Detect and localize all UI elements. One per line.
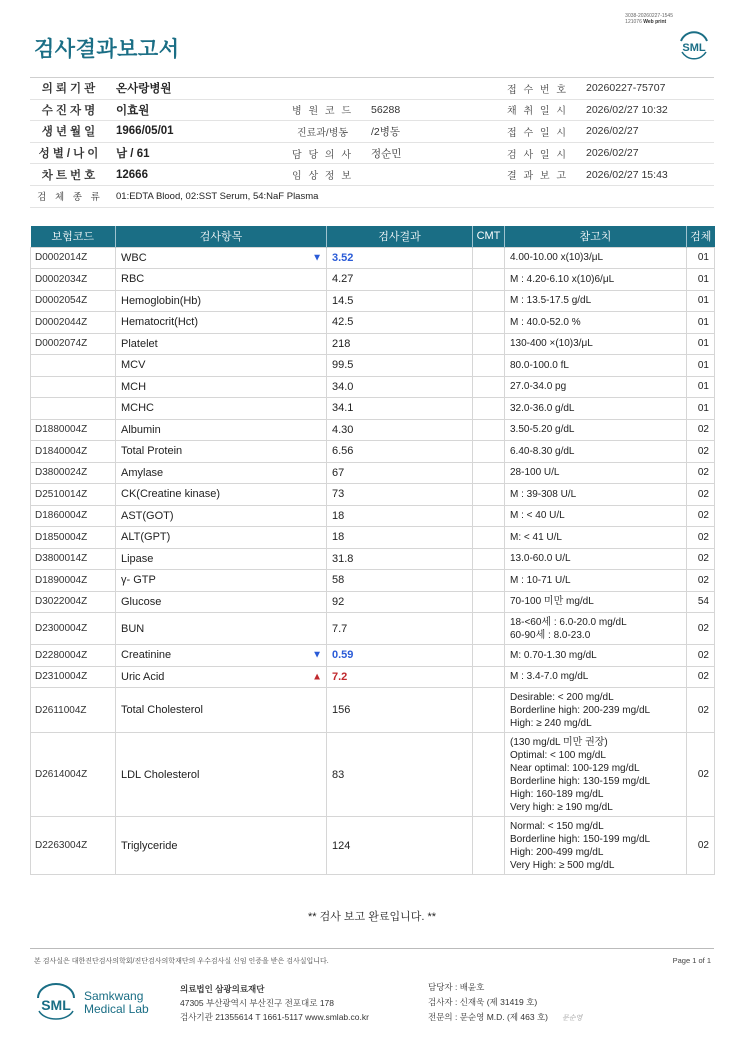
report-date-value: 2026/02/27 15:43 xyxy=(580,164,714,186)
web-print-label: Web print xyxy=(643,19,667,25)
test-name-cell xyxy=(116,355,327,377)
result-value-cell: 14.5 xyxy=(327,290,473,312)
chart-no-value: 12666 xyxy=(110,164,280,186)
reference-range-cell xyxy=(505,484,687,506)
specimen-label: 검 체 종 류 xyxy=(30,185,110,207)
results-header-row xyxy=(31,226,715,247)
reference-line: M: 0.70-1.30 mg/dL xyxy=(510,649,597,661)
insurance-code-cell: D2510014Z xyxy=(31,484,116,506)
insurance-code-cell: D2611004Z xyxy=(31,688,116,733)
specimen-cell: 02 xyxy=(687,733,715,817)
result-value-cell: 4.27 xyxy=(327,269,473,291)
chart-no-label: 차트번호 xyxy=(30,164,110,186)
reference-line: High: ≥ 240 mg/dL xyxy=(510,717,592,729)
cmt-cell xyxy=(473,484,505,506)
test-name: Platelet xyxy=(121,337,158,350)
result-value-cell: 34.0 xyxy=(327,376,473,398)
reference-line: M: < 41 U/L xyxy=(510,531,562,543)
table-row xyxy=(31,441,715,463)
table-row xyxy=(31,527,715,549)
info-row xyxy=(30,185,714,207)
table-row xyxy=(31,290,715,312)
reference-line: High: 200-499 mg/dL xyxy=(510,846,604,858)
reference-range-cell xyxy=(505,505,687,527)
insurance-code-cell: D0002054Z xyxy=(31,290,116,312)
specimen-cell: 02 xyxy=(687,527,715,549)
doctor-label: 담 당 의 사 xyxy=(280,142,365,164)
dob-label: 생년월일 xyxy=(30,121,110,143)
staff-tester: 검사자 : 신재욱 (제 31419 호) xyxy=(428,997,538,1007)
clinical-info-label: 임 상 정 보 xyxy=(280,164,365,186)
staff-manager: 담당자 : 배윤호 xyxy=(428,982,485,992)
cmt-cell xyxy=(473,527,505,549)
test-name: MCV xyxy=(121,359,146,372)
reference-line: 80.0-100.0 fL xyxy=(510,359,569,371)
reference-range-cell xyxy=(505,817,687,875)
reference-range-cell xyxy=(505,355,687,377)
table-row xyxy=(31,269,715,291)
test-name-cell xyxy=(116,505,327,527)
reference-line: 28-100 U/L xyxy=(510,467,560,479)
reference-range-cell xyxy=(505,462,687,484)
specimen-cell: 02 xyxy=(687,645,715,667)
test-name: Creatinine xyxy=(121,649,172,662)
reference-range-cell xyxy=(505,613,687,645)
reference-line: 70-100 미만 mg/dL xyxy=(510,596,594,608)
results-table xyxy=(30,226,715,875)
institution-value: 온사랑병원 xyxy=(110,78,495,100)
test-name-cell xyxy=(116,570,327,592)
result-value-cell: 7.2 xyxy=(327,666,473,688)
clinical-info-value xyxy=(365,164,495,186)
table-row xyxy=(31,419,715,441)
cmt-cell xyxy=(473,290,505,312)
test-name: AST(GOT) xyxy=(121,509,174,522)
result-value-cell: 34.1 xyxy=(327,398,473,420)
test-name: MCH xyxy=(121,380,147,393)
low-flag-icon: ▼ xyxy=(312,252,322,264)
dept-value: /2병동 xyxy=(365,121,495,143)
insurance-code-cell xyxy=(31,376,116,398)
reference-range-cell xyxy=(505,441,687,463)
lab-name-line2: Medical Lab xyxy=(84,1002,149,1016)
page-number: Page 1 of 1 xyxy=(672,956,711,965)
receipt-date-value: 2026/02/27 xyxy=(580,121,714,143)
table-row xyxy=(31,733,715,817)
reference-line: M : 10-71 U/L xyxy=(510,574,571,586)
reference-range-cell xyxy=(505,312,687,334)
specimen-cell: 02 xyxy=(687,688,715,733)
specimen-cell: 01 xyxy=(687,376,715,398)
col-header-result: 검사결과 xyxy=(327,226,473,247)
reference-range-cell xyxy=(505,398,687,420)
specimen-cell: 02 xyxy=(687,441,715,463)
table-row xyxy=(31,398,715,420)
test-name-cell xyxy=(116,269,327,291)
reference-range-cell xyxy=(505,290,687,312)
table-row xyxy=(31,247,715,269)
test-name-cell xyxy=(116,333,327,355)
report-date-label: 결 과 보 고 xyxy=(495,164,580,186)
test-name: Total Cholesterol xyxy=(121,704,203,716)
result-value-cell: 31.8 xyxy=(327,548,473,570)
specimen-cell: 01 xyxy=(687,290,715,312)
specimen-cell: 01 xyxy=(687,355,715,377)
specimen-cell: 02 xyxy=(687,419,715,441)
page-title: 검사결과보고서 xyxy=(34,37,180,61)
reference-range-cell xyxy=(505,645,687,667)
test-name: CK(Creatine kinase) xyxy=(121,488,221,501)
reference-line: Normal: < 150 mg/dL xyxy=(510,820,604,832)
col-header-test: 검사항목 xyxy=(116,226,327,247)
cmt-cell xyxy=(473,376,505,398)
reference-range-cell xyxy=(505,333,687,355)
test-name: Lipase xyxy=(121,552,154,565)
low-flag-icon: ▼ xyxy=(312,649,322,661)
insurance-code-cell: D3800014Z xyxy=(31,548,116,570)
report-code-line2: 121076 xyxy=(625,19,642,25)
cmt-cell xyxy=(473,355,505,377)
test-name-cell xyxy=(116,441,327,463)
col-header-cmt: CMT xyxy=(473,226,505,247)
test-name-cell xyxy=(116,312,327,334)
result-value-cell: 58 xyxy=(327,570,473,592)
reference-line: 27.0-34.0 pg xyxy=(510,381,567,393)
result-value-cell: 124 xyxy=(327,817,473,875)
specimen-cell: 01 xyxy=(687,247,715,269)
cmt-cell xyxy=(473,462,505,484)
reference-line: Desirable: < 200 mg/dL xyxy=(510,691,614,703)
receipt-no-label: 접 수 번 호 xyxy=(495,78,580,100)
cmt-cell xyxy=(473,591,505,613)
sml-logo-text: SML xyxy=(41,997,71,1013)
test-name: ALT(GPT) xyxy=(121,531,171,544)
info-row xyxy=(30,142,714,164)
cmt-cell xyxy=(473,570,505,592)
cmt-cell xyxy=(473,733,505,817)
cmt-cell xyxy=(473,817,505,875)
reference-line: Optimal: < 100 mg/dL xyxy=(510,749,606,761)
reference-line: High: 160-189 mg/dL xyxy=(510,788,604,800)
result-value-cell: 73 xyxy=(327,484,473,506)
test-name: WBC xyxy=(121,251,147,264)
test-name: MCHC xyxy=(121,402,154,415)
reference-line: 60-90세 : 8.0-23.0 xyxy=(510,629,591,641)
insurance-code-cell: D2614004Z xyxy=(31,733,116,817)
cmt-cell xyxy=(473,441,505,463)
reference-range-cell xyxy=(505,419,687,441)
reference-line: Borderline high: 200-239 mg/dL xyxy=(510,704,651,716)
reference-range-cell xyxy=(505,548,687,570)
cmt-cell xyxy=(473,312,505,334)
reference-line: 18-<60세 : 6.0-20.0 mg/dL xyxy=(510,616,627,628)
info-row xyxy=(30,99,714,121)
reference-range-cell xyxy=(505,570,687,592)
report-code-line1: 3038-20260227-1545 xyxy=(625,13,673,19)
test-name: Triglyceride xyxy=(121,839,178,852)
insurance-code-cell: D2280004Z xyxy=(31,645,116,667)
reference-range-cell xyxy=(505,591,687,613)
sml-logo-icon xyxy=(34,983,78,1021)
result-value-cell: 83 xyxy=(327,733,473,817)
report-complete-text: ** 검사 보고 완료입니다. ** xyxy=(307,911,437,923)
test-name-cell xyxy=(116,484,327,506)
reference-line: 130-400 ×(10)3/μL xyxy=(510,338,593,350)
lab-name-line1: Samkwang xyxy=(84,989,144,1003)
dob-value: 1966/05/01 xyxy=(110,121,280,143)
result-value-cell: 99.5 xyxy=(327,355,473,377)
high-flag-icon: ▲ xyxy=(312,671,322,683)
table-row xyxy=(31,817,715,875)
table-row xyxy=(31,613,715,645)
test-name-cell xyxy=(116,591,327,613)
sex-age-value: 남 / 61 xyxy=(110,142,280,164)
insurance-code-cell xyxy=(31,355,116,377)
specimen-cell: 02 xyxy=(687,505,715,527)
table-row xyxy=(31,505,715,527)
collect-date-value: 2026/02/27 10:32 xyxy=(580,99,714,121)
reference-line: M : 39-308 U/L xyxy=(510,488,577,500)
reference-range-cell xyxy=(505,247,687,269)
result-value-cell: 6.56 xyxy=(327,441,473,463)
patient-info-table xyxy=(30,77,714,208)
table-row xyxy=(31,666,715,688)
receipt-no-value: 20260227-75707 xyxy=(580,78,714,100)
specimen-cell: 02 xyxy=(687,817,715,875)
footer-divider xyxy=(30,948,714,949)
institution-label: 의뢰기관 xyxy=(30,78,110,100)
insurance-code-cell: D2310004Z xyxy=(31,666,116,688)
org-contact: 검사기관 21355614 T 1661-5117 www.smlab.co.kr xyxy=(180,1012,369,1022)
test-date-value: 2026/02/27 xyxy=(580,142,714,164)
insurance-code-cell: D3800024Z xyxy=(31,462,116,484)
test-name: Hematocrit(Hct) xyxy=(121,316,199,329)
specimen-cell: 01 xyxy=(687,269,715,291)
test-name: Hemoglobin(Hb) xyxy=(121,294,202,307)
collect-date-label: 채 취 일 시 xyxy=(495,99,580,121)
reference-line: M : 3.4-7.0 mg/dL xyxy=(510,671,589,683)
org-address: 47305 부산광역시 부산진구 전포대로 178 xyxy=(180,998,335,1008)
cmt-cell xyxy=(473,505,505,527)
cmt-cell xyxy=(473,247,505,269)
reference-line: M : < 40 U/L xyxy=(510,510,565,522)
specimen-cell: 01 xyxy=(687,312,715,334)
insurance-code-cell: D2300004Z xyxy=(31,613,116,645)
specimen-cell: 02 xyxy=(687,666,715,688)
reference-range-cell xyxy=(505,269,687,291)
table-row xyxy=(31,462,715,484)
info-row xyxy=(30,164,714,186)
result-value-cell: 156 xyxy=(327,688,473,733)
reference-line: 6.40-8.30 g/dL xyxy=(510,445,575,457)
specimen-cell: 02 xyxy=(687,484,715,506)
test-name-cell xyxy=(116,398,327,420)
test-name-cell xyxy=(116,376,327,398)
info-row xyxy=(30,78,714,100)
hospital-code-value: 56288 xyxy=(365,99,495,121)
table-row xyxy=(31,688,715,733)
table-row xyxy=(31,591,715,613)
reference-line: 4.00-10.00 x(10)3/μL xyxy=(510,252,604,264)
insurance-code-cell: D0002044Z xyxy=(31,312,116,334)
cmt-cell xyxy=(473,398,505,420)
insurance-code-cell xyxy=(31,398,116,420)
cmt-cell xyxy=(473,419,505,441)
test-name: BUN xyxy=(121,622,145,635)
specimen-cell: 02 xyxy=(687,548,715,570)
cmt-cell xyxy=(473,645,505,667)
specimen-cell: 54 xyxy=(687,591,715,613)
doctor-value: 정순민 xyxy=(365,142,495,164)
reference-line: (130 mg/dL 미만 권장) xyxy=(510,736,608,748)
result-value-cell: 7.7 xyxy=(327,613,473,645)
reference-line: Very High: ≥ 500 mg/dL xyxy=(510,859,615,871)
dept-label: 진료과/병동 xyxy=(280,121,365,143)
result-value-cell: 92 xyxy=(327,591,473,613)
test-name: Albumin xyxy=(121,423,161,436)
specimen-cell: 02 xyxy=(687,570,715,592)
reference-line: M : 13.5-17.5 g/dL xyxy=(510,295,592,307)
specimen-cell: 01 xyxy=(687,333,715,355)
test-name-cell xyxy=(116,733,327,817)
test-name-cell xyxy=(116,613,327,645)
specimen-value: 01:EDTA Blood, 02:SST Serum, 54:NaF Plasma xyxy=(110,185,714,207)
result-value-cell: 18 xyxy=(327,505,473,527)
reference-line: Borderline high: 150-199 mg/dL xyxy=(510,833,651,845)
result-value-cell: 3.52 xyxy=(327,247,473,269)
table-row xyxy=(31,645,715,667)
col-header-code: 보험코드 xyxy=(31,226,116,247)
sml-logo-icon xyxy=(676,27,712,63)
test-name-cell xyxy=(116,419,327,441)
patient-name-value: 이효원 xyxy=(110,99,280,121)
lab-name xyxy=(84,990,149,1016)
insurance-code-cell: D1880004Z xyxy=(31,419,116,441)
certification-text: 본 검사실은 대한진단검사의학회/진단검사의학재단의 우수검사실 신임 인증을 받은 검사실입니다. xyxy=(34,958,329,965)
insurance-code-cell: D0002014Z xyxy=(31,247,116,269)
reference-range-cell xyxy=(505,527,687,549)
reference-line: Near optimal: 100-129 mg/dL xyxy=(510,762,640,774)
insurance-code-cell: D0002074Z xyxy=(31,333,116,355)
signature: 문순영 xyxy=(562,1015,583,1022)
org-info xyxy=(180,982,369,1024)
specimen-cell: 01 xyxy=(687,398,715,420)
org-name: 의료법인 삼광의료재단 xyxy=(180,984,265,994)
reference-line: 32.0-36.0 g/dL xyxy=(510,402,575,414)
insurance-code-cell: D1890004Z xyxy=(31,570,116,592)
cmt-cell xyxy=(473,688,505,733)
insurance-code-cell: D1840004Z xyxy=(31,441,116,463)
info-row xyxy=(30,121,714,143)
specimen-cell: 02 xyxy=(687,613,715,645)
test-name-cell xyxy=(116,247,327,269)
test-name-cell xyxy=(116,548,327,570)
receipt-date-label: 접 수 일 시 xyxy=(495,121,580,143)
col-header-specimen: 검체 xyxy=(687,226,715,247)
test-name-cell xyxy=(116,290,327,312)
staff-specialist: 전문의 : 문순영 M.D. (제 463 호) xyxy=(428,1012,549,1022)
test-name-cell xyxy=(116,645,327,667)
test-name-cell xyxy=(116,527,327,549)
reference-line: 3.50-5.20 g/dL xyxy=(510,424,575,436)
test-name-cell xyxy=(116,666,327,688)
test-name-cell xyxy=(116,688,327,733)
reference-range-cell xyxy=(505,733,687,817)
test-name-cell xyxy=(116,817,327,875)
result-value-cell: 0.59 xyxy=(327,645,473,667)
test-name-cell xyxy=(116,462,327,484)
reference-range-cell xyxy=(505,666,687,688)
test-name: Total Protein xyxy=(121,445,183,458)
cmt-cell xyxy=(473,548,505,570)
result-value-cell: 218 xyxy=(327,333,473,355)
report-code xyxy=(625,13,673,25)
insurance-code-cell: D0002034Z xyxy=(31,269,116,291)
cmt-cell xyxy=(473,666,505,688)
test-date-label: 검 사 일 시 xyxy=(495,142,580,164)
result-value-cell: 18 xyxy=(327,527,473,549)
table-row xyxy=(31,548,715,570)
test-name: Uric Acid xyxy=(121,670,165,683)
result-value-cell: 42.5 xyxy=(327,312,473,334)
specimen-cell: 02 xyxy=(687,462,715,484)
table-row xyxy=(31,333,715,355)
insurance-code-cell: D1860004Z xyxy=(31,505,116,527)
sex-age-label: 성별/나이 xyxy=(30,142,110,164)
test-name: Amylase xyxy=(121,466,164,479)
reference-line: Borderline high: 130-159 mg/dL xyxy=(510,775,651,787)
cmt-cell xyxy=(473,333,505,355)
patient-name-label: 수진자명 xyxy=(30,99,110,121)
hospital-code-label: 병 원 코 드 xyxy=(280,99,365,121)
table-row xyxy=(31,312,715,334)
col-header-ref: 참고치 xyxy=(505,226,687,247)
table-row xyxy=(31,355,715,377)
test-name: Glucose xyxy=(121,595,162,608)
cmt-cell xyxy=(473,613,505,645)
table-row xyxy=(31,376,715,398)
reference-range-cell xyxy=(505,688,687,733)
test-name: LDL Cholesterol xyxy=(121,768,200,781)
sml-logo-text: SML xyxy=(682,42,706,54)
test-name: RBC xyxy=(121,273,145,286)
staff-info xyxy=(428,980,582,1026)
insurance-code-cell: D3022004Z xyxy=(31,591,116,613)
reference-line: Very high: ≥ 190 mg/dL xyxy=(510,801,613,813)
test-name: γ- GTP xyxy=(121,574,156,587)
reference-line: M : 40.0-52.0 % xyxy=(510,316,581,328)
table-row xyxy=(31,484,715,506)
result-value-cell: 4.30 xyxy=(327,419,473,441)
table-row xyxy=(31,570,715,592)
reference-line: 13.0-60.0 U/L xyxy=(510,553,571,565)
reference-line: M : 4.20-6.10 x(10)6/μL xyxy=(510,273,615,285)
insurance-code-cell: D1850004Z xyxy=(31,527,116,549)
insurance-code-cell: D2263004Z xyxy=(31,817,116,875)
cmt-cell xyxy=(473,269,505,291)
result-value-cell: 67 xyxy=(327,462,473,484)
reference-range-cell xyxy=(505,376,687,398)
